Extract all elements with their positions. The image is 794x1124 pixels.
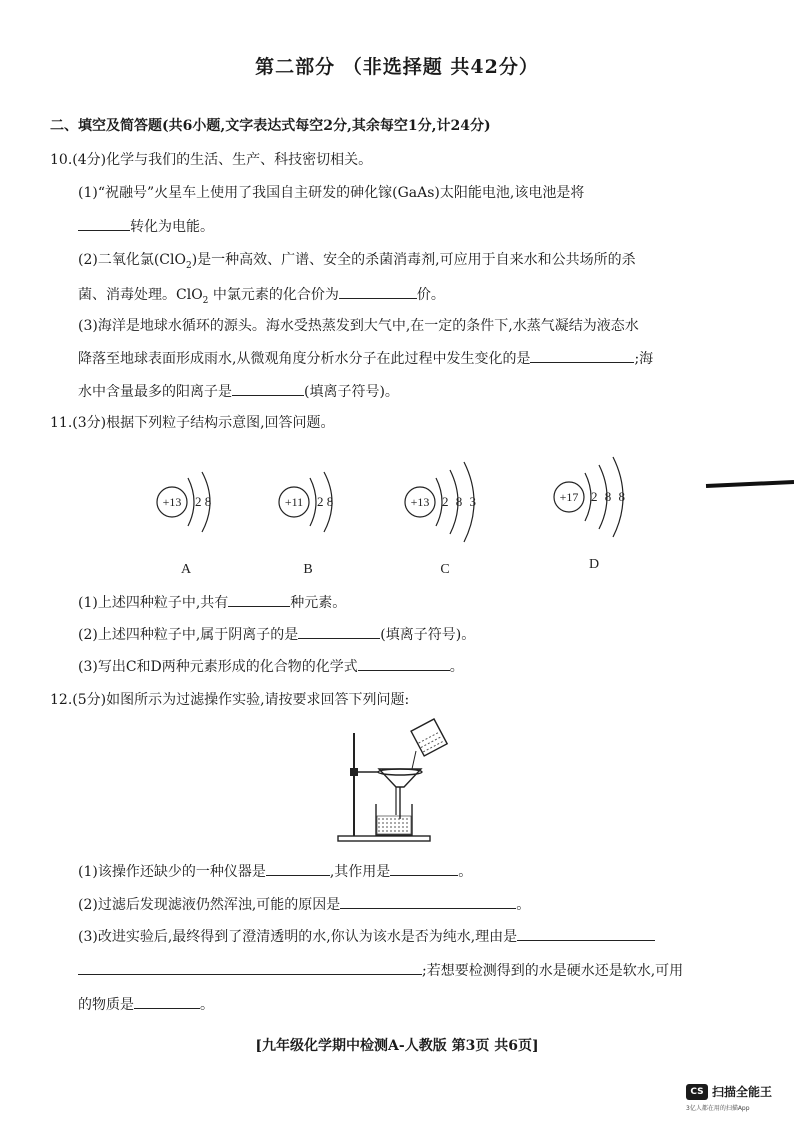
q10-p2-sub-a: 2: [185, 260, 192, 271]
q12-p1-blank-a[interactable]: [266, 861, 330, 876]
q12-p3-text-b: ;若想要检测得到的水是硬水还是软水,可用: [422, 963, 684, 979]
atom-c-nucleus: +13: [410, 495, 430, 509]
q10-p3-blank-b[interactable]: [232, 381, 304, 396]
q10-p3-text-c: 水中含量最多的阳离子是: [78, 384, 232, 400]
atom-d-electrons: 2 8 8: [591, 489, 627, 504]
q12-p2-text-a: (2)过滤后发现滤液仍然浑浊,可能的原因是: [78, 897, 341, 913]
q12-p3-line2: [78, 960, 683, 981]
q10-p3-line3: [78, 381, 399, 402]
section-header: 二、填空及简答题(共6小题,文字表达式每空2分,其余每空1分,计24分): [50, 118, 491, 134]
q10-p2-text-a: (2)二氧化氯(ClO: [78, 252, 186, 268]
q12-p2-blank[interactable]: [340, 894, 516, 909]
atom-c-label: C: [440, 562, 450, 577]
page-title: 第二部分 （非选择题 共42分）: [255, 56, 539, 78]
q12-p3-text-a: (3)改进实验后,最终得到了澄清透明的水,你认为该水是否为纯水,理由是: [78, 929, 518, 945]
q11-p3-blank[interactable]: [358, 656, 450, 671]
q10-p1-line1: (1)“祝融号”火星车上使用了我国自主研发的砷化镓(GaAs)太阳能电池,该电池是将: [78, 185, 585, 201]
camscanner-name: 扫描全能王: [712, 1085, 773, 1099]
atom-diagram-b: [279, 472, 333, 577]
q12-p3-line1: [78, 926, 655, 947]
q11-p2: [78, 624, 475, 645]
atom-b-label: B: [303, 562, 313, 577]
q10-p3-text-a: 降落至地球表面形成雨水,从微观角度分析水分子在此过程中发生变化的是: [78, 351, 531, 367]
camscanner-tagline: 3亿人都在用的扫描App: [686, 1105, 750, 1112]
page-footer: [九年级化学期中检测A-人教版 第3页 共6页]: [255, 1038, 539, 1054]
q10-p1-text: 转化为电能。: [130, 219, 214, 235]
q12-p3-blank-c[interactable]: [134, 994, 200, 1009]
scan-mark: [706, 482, 794, 486]
q10-p2-sub-b: 2: [202, 295, 209, 306]
q12-p3-text-d: 。: [200, 997, 214, 1013]
q10-p2-text-d: 中氯元素的化合价为: [208, 287, 339, 303]
q11-p1-text-a: (1)上述四种粒子中,共有: [78, 595, 229, 611]
q11-p2-blank[interactable]: [298, 624, 380, 639]
atom-diagram-d: [554, 457, 627, 572]
q10-p3-text-b: ;海: [634, 351, 654, 367]
atom-diagram-a: [157, 472, 211, 577]
atom-b-electrons: 2 8: [317, 494, 334, 509]
atom-a-electrons: 2 8: [195, 494, 212, 509]
q12-p1-text-a: (1)该操作还缺少的一种仪器是: [78, 864, 266, 880]
q12-p2: [78, 894, 530, 915]
q10-p2-text-c: 菌、消毒处理。ClO: [78, 287, 203, 303]
q12-p1-blank-b[interactable]: [390, 861, 458, 876]
q12-p3-blank-a[interactable]: [517, 926, 655, 941]
q11-p3-text-b: 。: [449, 659, 464, 675]
filtration-apparatus: [330, 715, 470, 850]
q12-p3-line3: [78, 994, 214, 1015]
q12-stem: 12.(5分)如图所示为过滤操作实验,请按要求回答下列问题:: [50, 692, 410, 708]
q11-p1: [78, 592, 346, 613]
q12-p2-text-b: 。: [516, 897, 531, 913]
q12-p3-blank-b[interactable]: [78, 960, 422, 975]
atom-diagram-c: [405, 462, 478, 577]
q12-p1-text-c: 。: [458, 864, 473, 880]
atom-a-label: A: [180, 562, 192, 577]
q11-p2-text-b: (填离子符号)。: [380, 627, 476, 643]
q11-p1-text-b: 种元素。: [290, 595, 347, 611]
q10-p3-blank-a[interactable]: [530, 348, 634, 363]
q12-p1: [78, 861, 472, 882]
atom-a-nucleus: +13: [162, 495, 182, 509]
q10-p3-line2: [78, 348, 653, 369]
q10-p2-line2: [78, 284, 445, 311]
camscanner-badge: CS: [686, 1084, 708, 1100]
q10-p2-blank[interactable]: [339, 284, 417, 299]
q11-p3: [78, 656, 464, 677]
q10-p2-text-b: )是一种高效、广谱、安全的杀菌消毒剂,可应用于自来水和公共场所的杀: [191, 252, 636, 268]
atom-d-label: D: [588, 557, 600, 572]
atom-diagrams: [0, 440, 794, 590]
q10-p2-line1: [78, 250, 636, 276]
q10-p1-blank[interactable]: [78, 216, 130, 231]
q12-p1-text-b: ,其作用是: [329, 864, 391, 880]
q12-p3-text-c: 的物质是: [78, 997, 134, 1013]
atom-c-electrons: 2 8 3: [442, 494, 478, 509]
atom-d-nucleus: +17: [559, 490, 579, 504]
q10-p2-text-e: 价。: [416, 287, 445, 303]
q10-p1-line2: [78, 216, 214, 237]
q11-p2-text-a: (2)上述四种粒子中,属于阴离子的是: [78, 627, 299, 643]
q11-p3-text-a: (3)写出C和D两种元素形成的化合物的化学式: [78, 659, 358, 675]
q10-stem: 10.(4分)化学与我们的生活、生产、科技密切相关。: [50, 152, 373, 168]
q10-p3-text-d: (填离子符号)。: [304, 384, 399, 400]
q11-p1-blank[interactable]: [228, 592, 290, 607]
q11-stem: 11.(3分)根据下列粒子结构示意图,回答问题。: [50, 415, 335, 431]
q10-p3-line1: (3)海洋是地球水循环的源头。海水受热蒸发到大气中,在一定的条件下,水蒸气凝结为液态水: [78, 318, 639, 334]
atom-b-nucleus: +11: [284, 495, 304, 509]
